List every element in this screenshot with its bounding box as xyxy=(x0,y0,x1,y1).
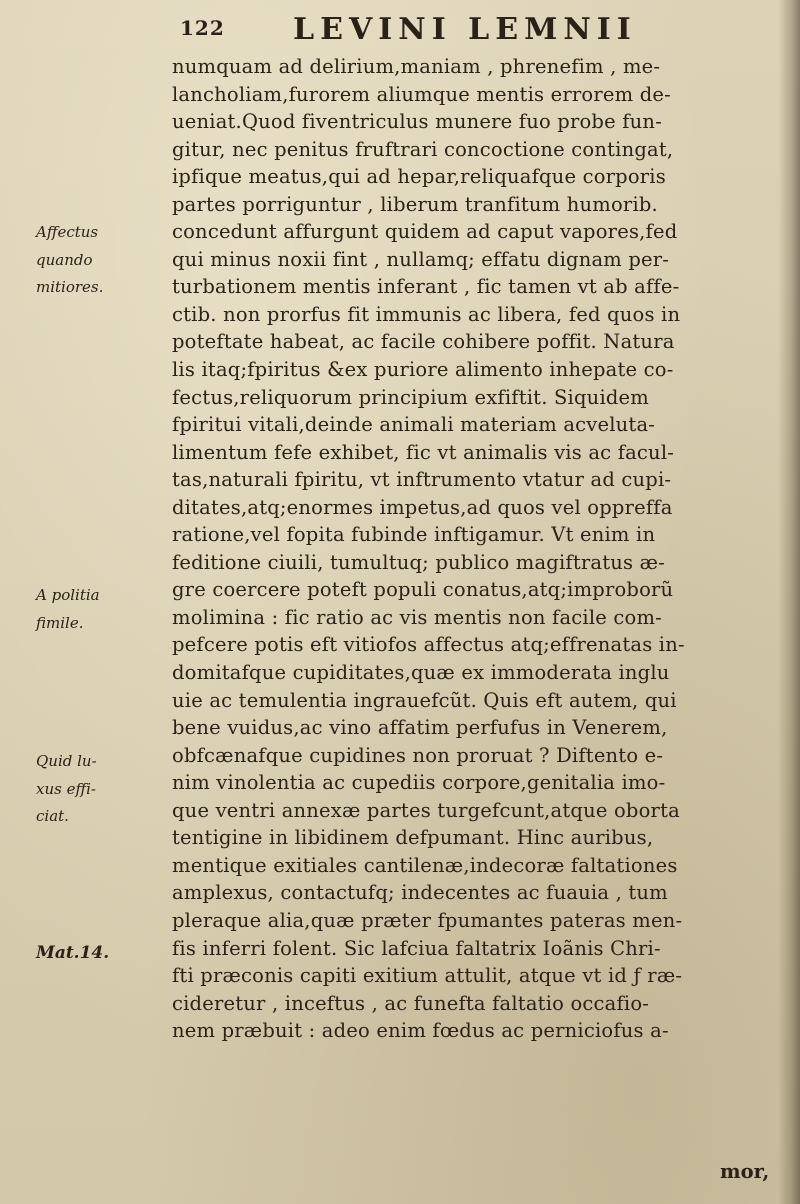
text-line: turbationem mentis inferant , fic tamen vt ab affe- xyxy=(172,275,680,299)
text-line: ctib. non prorfus fit immunis ac libera, fed quos in xyxy=(172,302,681,326)
text-line: partes porriguntur , liberum tranfitum humorib. xyxy=(172,192,658,216)
text-line: poteftate habeat, ac facile cohibere poffit. Natura xyxy=(172,330,675,354)
text-line: pefcere potis eft vitiofos affectus atq;effrenatas in- xyxy=(172,633,685,657)
text-line: fis inferri folent. Sic lafciua faltatrix Ioãnis Chri- xyxy=(172,936,661,960)
text-line: fti præconis capiti exitium attulit, atque vt id ƒ ræ- xyxy=(172,964,683,988)
text-line: uie ac temulentia ingrauefcũt. Quis eft autem, qui xyxy=(172,688,677,712)
text-line: pleraque alia,quæ præter fpumantes pateras men- xyxy=(172,908,683,932)
margin-note-affectus: Affectus quando mitiores. xyxy=(36,223,104,297)
text-line: amplexus, contactufq; indecentes ac fuauia , tum xyxy=(172,881,668,905)
running-title: LEVINI LEMNII xyxy=(293,12,637,47)
page-number: 122 xyxy=(180,16,225,40)
margin-note-scripture-ref: Mat.14. xyxy=(36,943,110,963)
text-line: cideretur , inceftus , ac funefta faltatio occafio- xyxy=(172,991,650,1015)
text-line: tas,naturali fpiritu, vt inftrumento vtatur ad cupi- xyxy=(172,468,672,492)
text-line: obfcænafque cupidines non proruat ? Diftento e- xyxy=(172,743,664,767)
text-line: bene vuidus,ac vino affatim perfufus in Venerem, xyxy=(172,716,668,740)
text-line: lis itaq;fpiritus &ex puriore alimento inhepate co- xyxy=(172,358,674,382)
text-line: ueniat.Quod fiventriculus munere fuo probe fun- xyxy=(172,110,662,134)
text-line: gre coercere poteft populi conatus,atq;improborũ xyxy=(172,578,674,602)
text-line: feditione ciuili, tumultuq; publico magiftratus æ- xyxy=(172,550,665,574)
text-line: nem præbuit : adeo enim fœdus ac perniciofus a- xyxy=(172,1019,669,1043)
text-line: nim vinolentia ac cupediis corpore,genitalia imo- xyxy=(172,771,666,795)
page-header xyxy=(0,10,800,50)
text-line: limentum fefe exhibet, fic vt animalis vis ac facul- xyxy=(172,440,675,464)
margin-note-luxus: Quid lu- xus effi- ciat. xyxy=(36,752,97,826)
catchword: mor, xyxy=(720,1160,770,1183)
text-line: gitur, nec penitus fruftrari concoctione contingat, xyxy=(172,137,674,161)
text-line: que ventri annexæ partes turgefcunt,atque oborta xyxy=(172,798,680,822)
text-line: mentique exitiales cantilenæ,indecoræ faltationes xyxy=(172,853,678,877)
text-line: fectus,reliquorum principium exfiftit. Siquidem xyxy=(172,385,649,409)
text-line: fpiritui vitali,deinde animali materiam acveluta- xyxy=(172,413,656,437)
text-line: ditates,atq;enormes impetus,ad quos vel oppreffa xyxy=(172,495,673,519)
text-line: ipfique meatus,qui ad hepar,reliquafque corporis xyxy=(172,165,666,189)
text-line: domitafque cupiditates,quæ ex immoderata inglu xyxy=(172,661,670,685)
text-line: qui minus noxii fint , nullamq; effatu dignam per- xyxy=(172,247,670,271)
text-line: ratione,vel fopita fubinde inftigamur. Vt enim in xyxy=(172,523,656,547)
text-line: numquam ad delirium,maniam , phrenefim , me- xyxy=(172,55,661,78)
body-text xyxy=(172,53,782,1045)
text-line: lancholiam,furorem aliumque mentis errorem de- xyxy=(172,82,671,106)
margin-note-politia: A politia fimile. xyxy=(36,586,100,632)
text-line: molimina : fic ratio ac vis mentis non facile com- xyxy=(172,605,662,629)
text-line: tentigine in libidinem defpumant. Hinc auribus, xyxy=(172,826,654,850)
text-line: concedunt affurgunt quidem ad caput vapores,fed xyxy=(172,220,678,244)
